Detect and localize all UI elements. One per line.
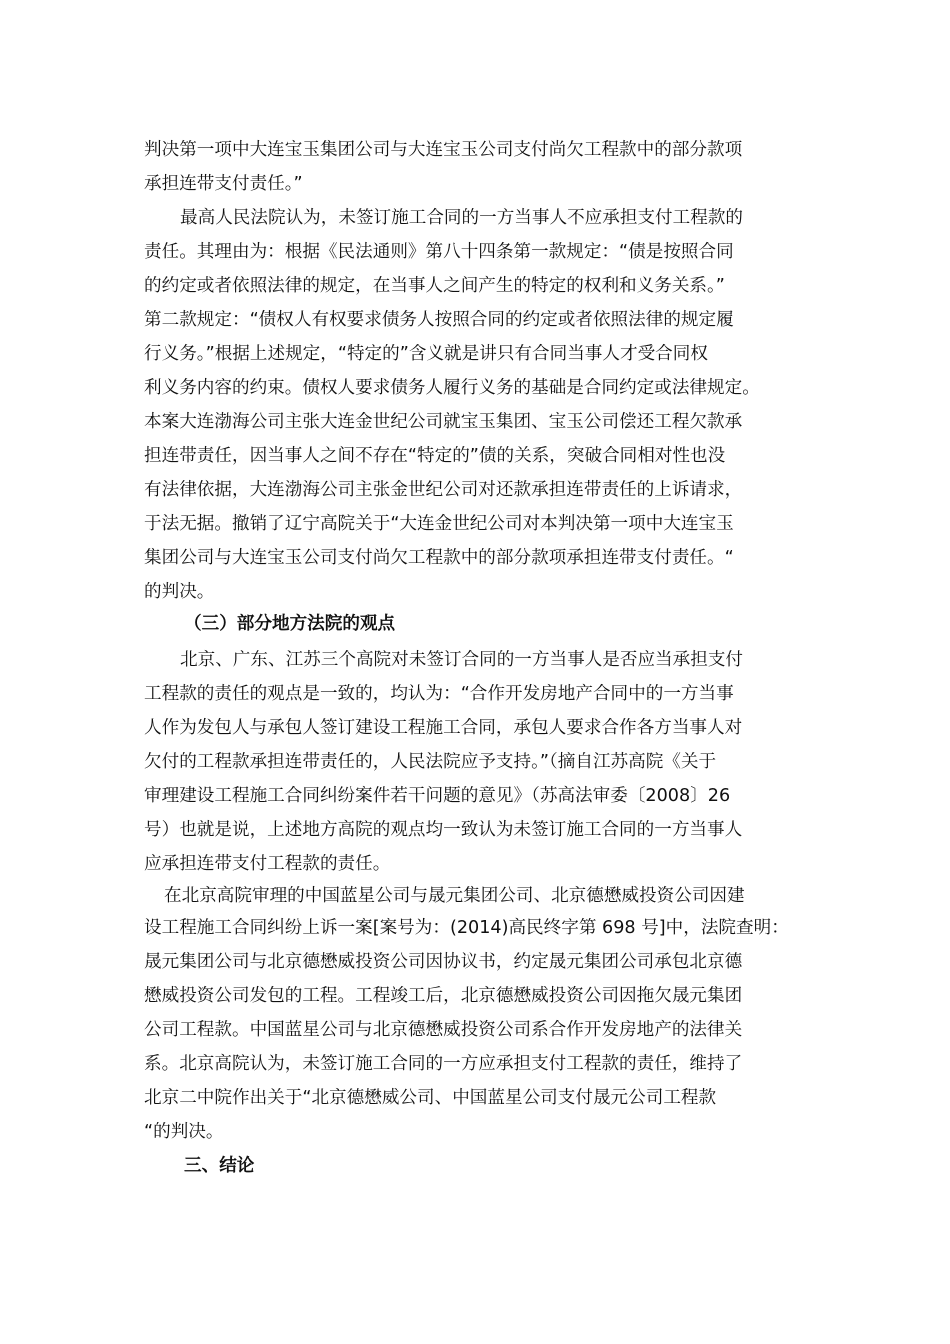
paragraph-line: 的约定或者依照法律的规定，在当事人之间产生的特定的权利和义务关系。” [144, 276, 725, 296]
paragraph-line: 欠付的工程款承担连带责任的，人民法院应予支持。”（摘自江苏高院《关于 [144, 752, 717, 772]
paragraph-line: 公司工程款。中国蓝星公司与北京德懋威投资公司系合作开发房地产的法律关 [144, 1020, 743, 1040]
paragraph-line: 于法无据。撤销了辽宁高院关于“大连金世纪公司对本判决第一项中大连宝玉 [144, 514, 734, 534]
paragraph-line: 审理建设工程施工合同纠纷案件若干问题的意见》（苏高法审委〔2008〕26 [144, 786, 731, 806]
paragraph-line: 人作为发包人与承包人签订建设工程施工合同，承包人要求合作各方当事人对 [144, 718, 743, 738]
section-heading: 三、结论 [184, 1156, 255, 1176]
paragraph-line: 责任。其理由为：根据《民法通则》第八十四条第一款规定：“债是按照合同 [144, 242, 734, 262]
paragraph-line: 本案大连渤海公司主张大连金世纪公司就宝玉集团、宝玉公司偿还工程欠款承 [144, 412, 743, 432]
paragraph-line: 系。北京高院认为，未签订施工合同的一方应承担支付工程款的责任，维持了 [144, 1054, 743, 1074]
paragraph-line: 在北京高院审理的中国蓝星公司与晟元集团公司、北京德懋威投资公司因建 [164, 886, 745, 906]
paragraph-line: 行义务。”根据上述规定，“特定的”含义就是讲只有合同当事人才受合同权 [144, 344, 708, 364]
paragraph-line: 设工程施工合同纠纷上诉一案[案号为：(2014)高民终字第 698 号]中，法院查明： [144, 918, 789, 938]
section-heading: （三）部分地方法院的观点 [184, 614, 396, 634]
paragraph-line: 北京二中院作出关于“北京德懋威公司、中国蓝星公司支付晟元公司工程款 [144, 1088, 717, 1108]
paragraph-line: 判决第一项中大连宝玉集团公司与大连宝玉公司支付尚欠工程款中的部分款项 [144, 140, 743, 160]
paragraph-line: 担连带责任，因当事人之间不存在“特定的”债的关系，突破合同相对性也没 [144, 446, 726, 466]
paragraph-line: 最高人民法院认为，未签订施工合同的一方当事人不应承担支付工程款的 [180, 208, 744, 228]
paragraph-line: 应承担连带支付工程款的责任。 [144, 854, 391, 874]
paragraph-line: 工程款的责任的观点是一致的，均认为：“合作开发房地产合同中的一方当事 [144, 684, 734, 704]
paragraph-line: 的判决。 [144, 582, 215, 602]
paragraph-line: 懋威投资公司发包的工程。工程竣工后，北京德懋威投资公司因拖欠晟元集团 [144, 986, 743, 1006]
paragraph-line: 北京、广东、江苏三个高院对未签订合同的一方当事人是否应当承担支付 [180, 650, 744, 670]
paragraph-line: 集团公司与大连宝玉公司支付尚欠工程款中的部分款项承担连带支付责任。“ [144, 548, 734, 568]
paragraph-line: 号）也就是说，上述地方高院的观点均一致认为未签订施工合同的一方当事人 [144, 820, 743, 840]
paragraph-line: 利义务内容的约束。债权人要求债务人履行义务的基础是合同约定或法律规定。 [144, 378, 760, 398]
paragraph-line: 第二款规定：“债权人有权要求债务人按照合同的约定或者依照法律的规定履 [144, 310, 734, 330]
paragraph-line: 有法律依据，大连渤海公司主张金世纪公司对还款承担连带责任的上诉请求， [144, 480, 743, 500]
paragraph-line: “的判决。 [144, 1122, 224, 1142]
paragraph-line: 晟元集团公司与北京德懋威投资公司因协议书，约定晟元集团公司承包北京德 [144, 952, 743, 972]
paragraph-line: 承担连带支付责任。” [144, 174, 303, 194]
